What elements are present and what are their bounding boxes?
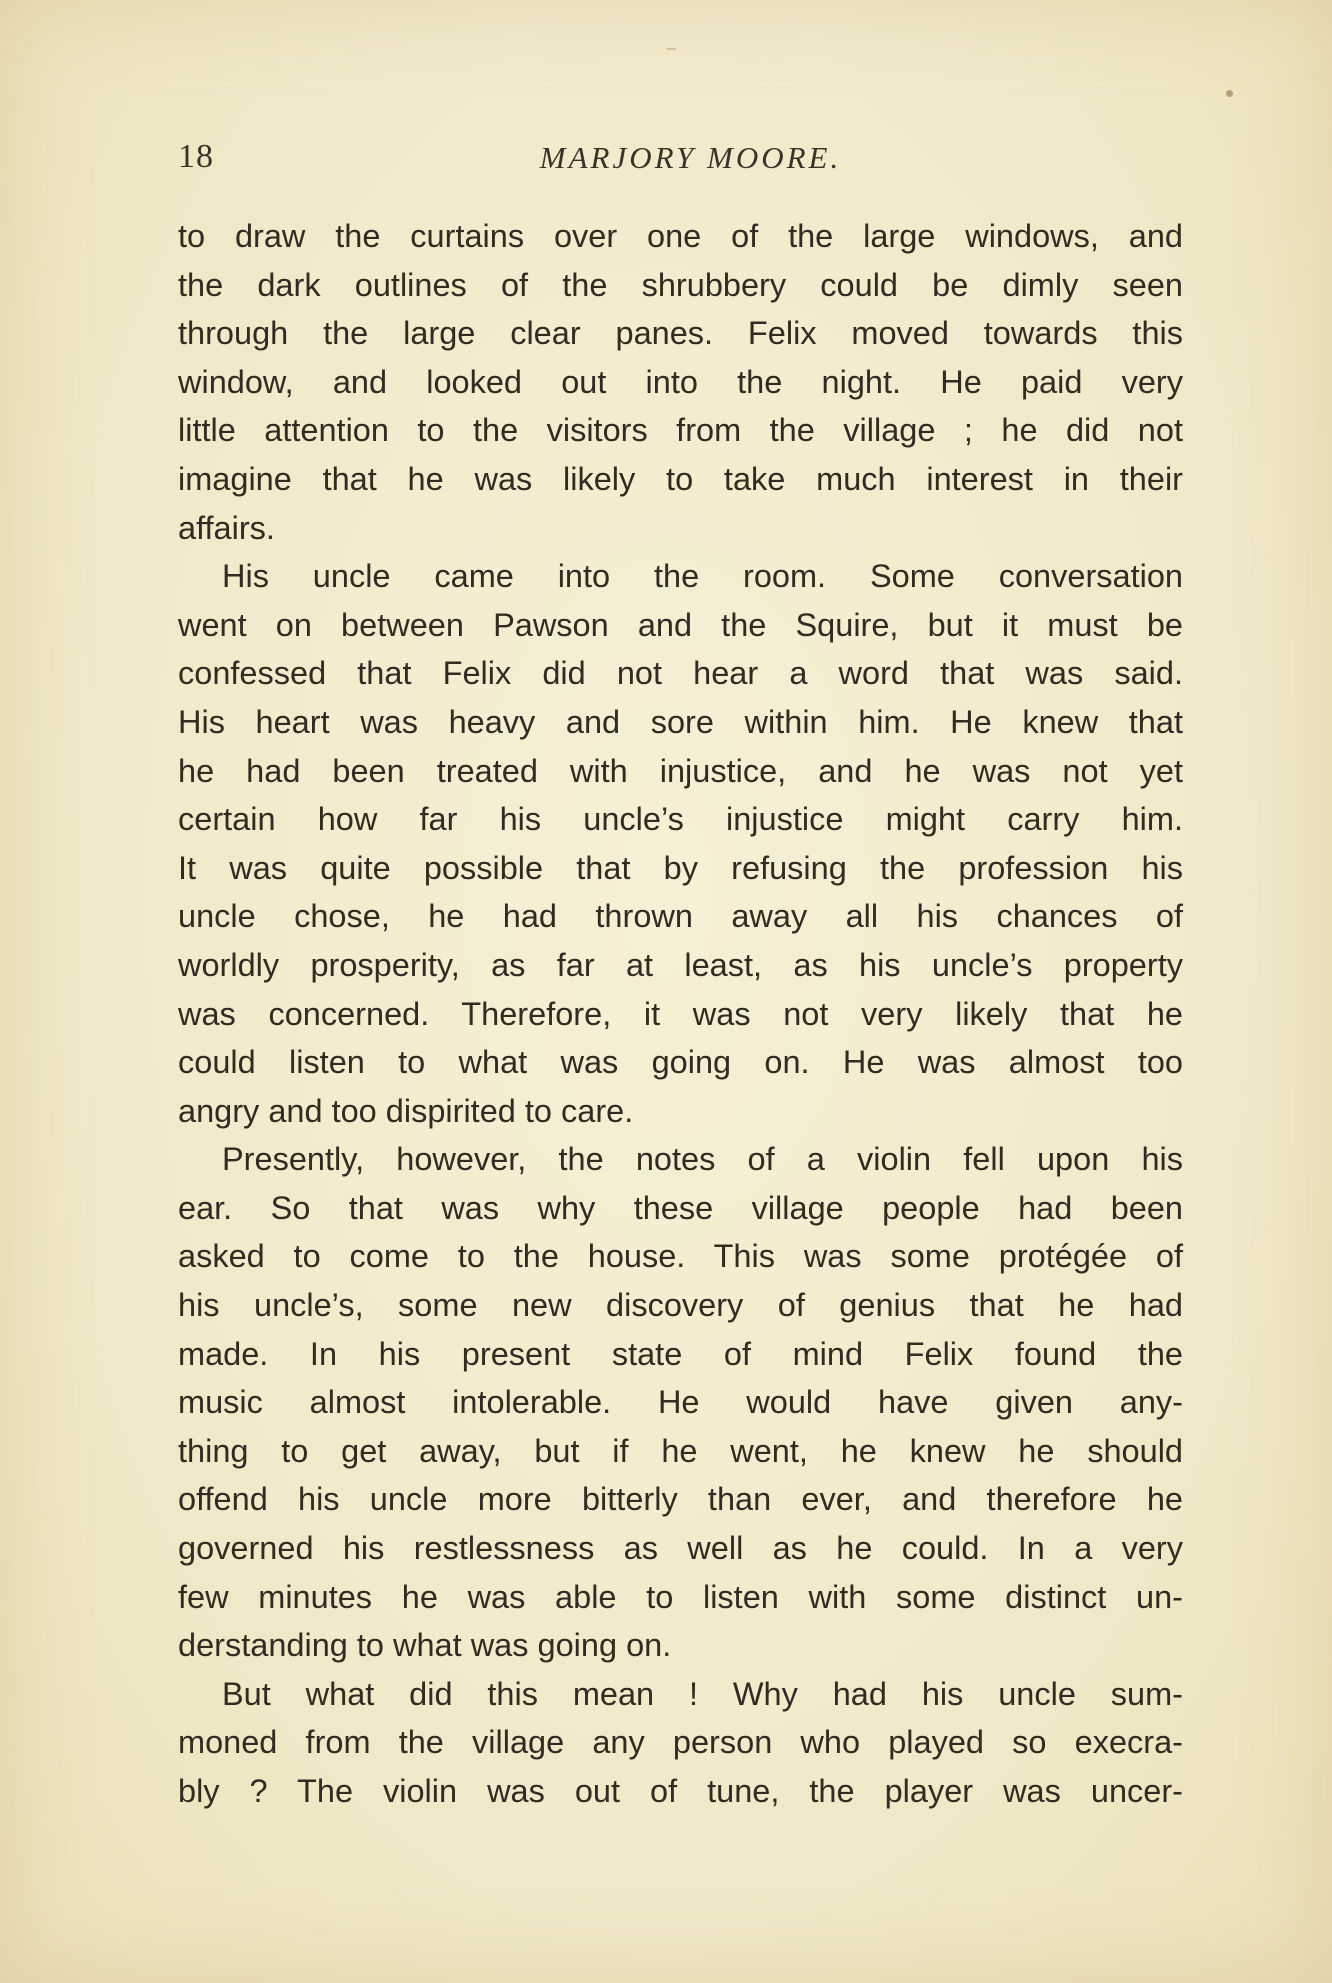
text-line: asked to come to the house. This was some protégée of [178,1238,1183,1275]
text-line: few minutes he was able to listen with some distinct un- [178,1578,1183,1615]
text-line: affairs. [178,509,275,546]
paragraph [178,212,1183,552]
text-line: But what did this mean ! Why had his uncle sum- [222,1675,1183,1712]
text-line: confessed that Felix did not hear a word that was said. [178,655,1183,692]
text-line: uncle chose, he had thrown away all his chances of [178,898,1183,935]
text-line: worldly prosperity, as far at least, as his uncle’s property [178,946,1183,983]
text-line: to draw the curtains over one of the large windows, and [178,218,1183,254]
text-line: offend his uncle more bitterly than ever, and therefore he [178,1481,1183,1518]
text-line: certain how far his uncle’s injustice might carry him. [178,801,1183,838]
text-line: the dark outlines of the shrubbery could be dimly seen [178,266,1183,303]
paragraph [178,552,1183,1135]
text-line: angry and too dispirited to care. [178,1092,634,1129]
page-number: 18 [178,138,214,175]
text-line: It was quite possible that by refusing the profession his [178,849,1183,886]
text-line: made. In his present state of mind Felix found the [178,1335,1183,1372]
body-text [178,212,1183,1816]
text-line: His uncle came into the room. Some conversation [222,558,1183,595]
text-line: his uncle’s, some new discovery of genius that he had [178,1287,1183,1324]
text-line: Presently, however, the notes of a violin fell upon his [222,1141,1183,1178]
text-line: governed his restlessness as well as he could. In a very [178,1530,1183,1567]
paragraph [178,1670,1183,1816]
paper-speck [666,48,676,50]
page-header [178,138,1183,188]
text-line: thing to get away, but if he went, he knew he should [178,1432,1183,1469]
text-line: moned from the village any person who played so execra- [178,1724,1183,1761]
text-line: he had been treated with injustice, and he was not yet [178,752,1183,789]
paper-speck [1226,90,1233,97]
paragraph [178,1135,1183,1670]
text-line: imagine that he was likely to take much interest in their [178,460,1183,497]
text-line: through the large clear panes. Felix moved towards this [178,315,1183,352]
text-line: bly ? The violin was out of tune, the player was uncer- [178,1773,1183,1809]
text-line: ear. So that was why these village people had been [178,1189,1183,1226]
text-line: could listen to what was going on. He was almost too [178,1044,1183,1081]
text-line: derstanding to what was going on. [178,1627,672,1664]
text-line: went on between Pawson and the Squire, but it must be [178,606,1183,643]
text-line: was concerned. Therefore, it was not very likely that he [178,995,1183,1032]
text-line: music almost intolerable. He would have given any- [178,1384,1183,1421]
text-line: window, and looked out into the night. He paid very [178,363,1183,400]
text-line: His heart was heavy and sore within him. He knew that [178,703,1183,740]
text-line: little attention to the visitors from the village ; he did not [178,412,1183,449]
running-head: MARJORY MOORE. [539,140,842,175]
